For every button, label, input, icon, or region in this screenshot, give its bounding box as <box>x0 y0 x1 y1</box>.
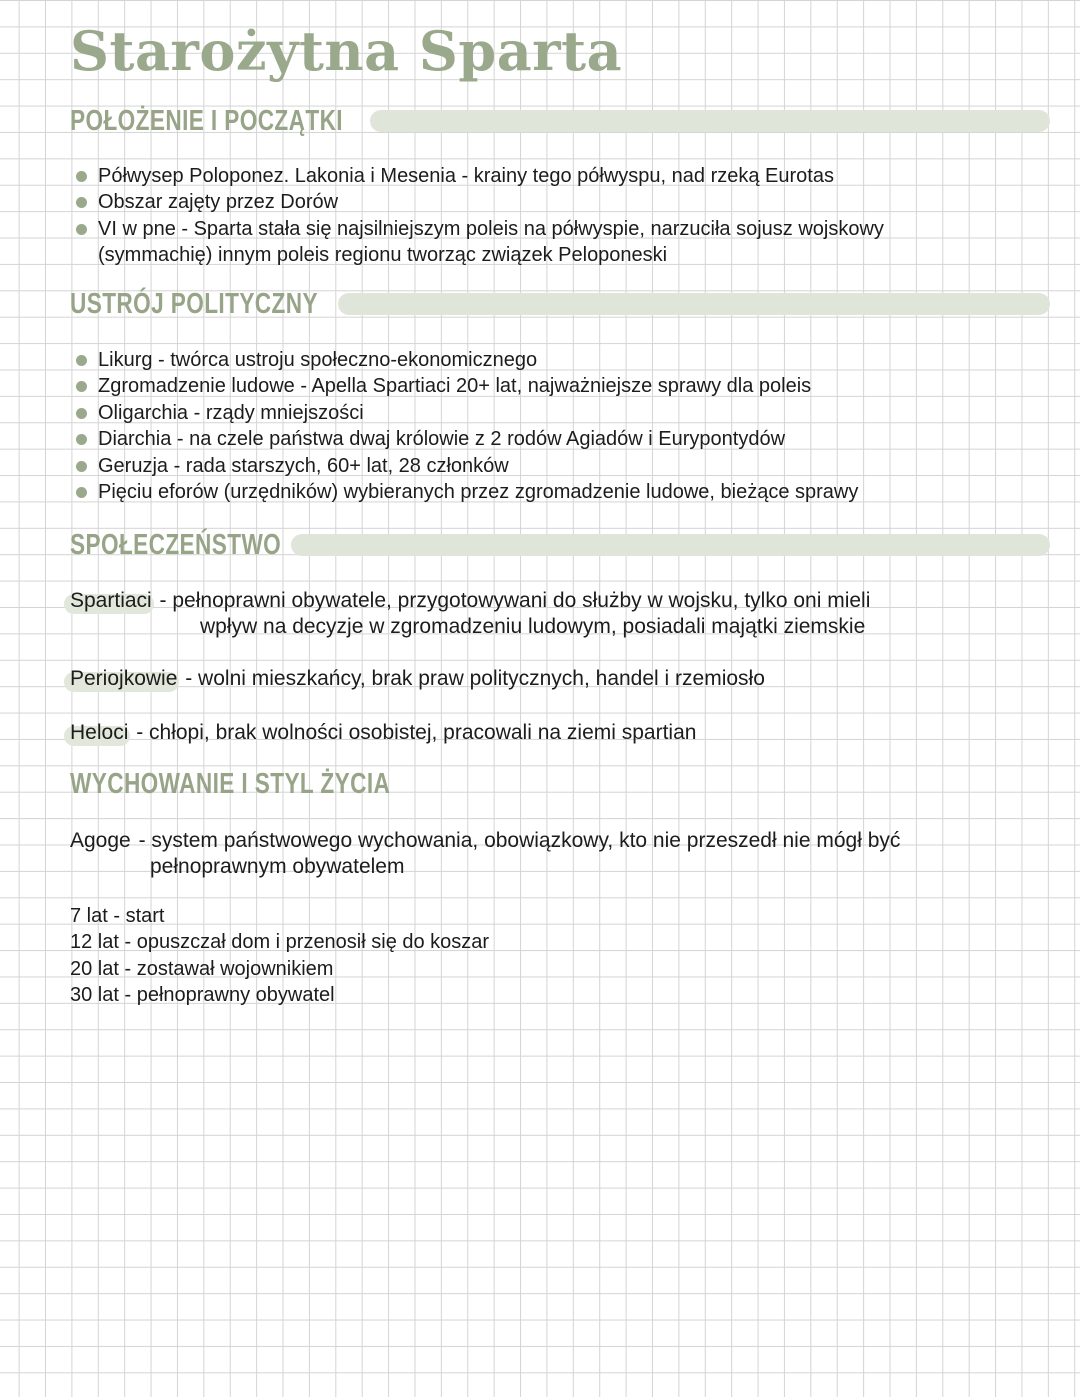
term-definition-continuation: wpływ na decyzje w zgromadzeniu ludowym, posiadali majątki ziemskie <box>200 615 866 638</box>
section-heading-ustroj <box>70 286 1050 322</box>
section-heading-polozenie <box>70 103 1050 139</box>
list-item: Geruzja - rada starszych, 60+ lat, 28 członków <box>74 453 858 479</box>
continuation-text: (symmachię) innym poleis regionu tworząc związek Peloponeski <box>98 244 668 267</box>
term-spartiaci <box>68 588 154 614</box>
group-heloci <box>68 720 1028 746</box>
section-heading-text: USTRÓJ POLITYCZNY <box>70 287 318 320</box>
list-item: Pięciu eforów (urzędników) wybieranych przez zgromadzenie ludowe, bieżące sprawy <box>74 479 858 505</box>
age-stage: 12 lat - opuszczał dom i przenosił się do koszar <box>70 931 490 954</box>
group-agoge <box>68 828 1028 880</box>
term-definition-continuation: pełnoprawnym obywatelem <box>150 855 405 878</box>
list-item: Diarchia - na czele państwa dwaj królowie z 2 rodów Agiadów i Eurypontydów <box>74 426 858 452</box>
age-stage: 7 lat - start <box>70 905 165 927</box>
section-heading-text: SPOŁECZEŃSTWO <box>70 528 282 561</box>
term-text: Agoge <box>70 829 131 852</box>
list-item: VI w pne - Sparta stała się najsilniejszym poleis na półwyspie, narzuciła sojusz wojskowy <box>74 216 884 242</box>
heading-highlight-bar <box>370 110 1050 132</box>
heading-highlight-bar <box>291 534 1050 556</box>
list-item: Likurg - twórca ustroju społeczno-ekonomicznego <box>74 347 858 373</box>
list-item: Obszar zajęty przez Dorów <box>74 189 884 215</box>
term-definition: - wolni mieszkańcy, brak praw politycznych, handel i rzemiosło <box>185 667 765 690</box>
list-item-continuation <box>74 242 884 268</box>
age-stage: 20 lat - zostawał wojownikiem <box>70 957 334 980</box>
ustroj-list <box>74 347 858 505</box>
term-periojkowie <box>68 666 179 692</box>
heading-highlight-bar <box>338 293 1050 315</box>
term-definition: - pełnoprawni obywatele, przygotowywani do służby w wojsku, tylko oni mieli <box>159 589 871 612</box>
age-stage: 30 lat - pełnoprawny obywatel <box>70 984 335 1007</box>
section-heading-text: WYCHOWANIE I STYL ŻYCIA <box>70 767 391 800</box>
term-text: Periojkowie <box>70 667 178 690</box>
list-item: Półwysep Poloponez. Lakonia i Mesenia - krainy tego półwyspu, nad rzeką Eurotas <box>74 163 884 189</box>
term-definition: - system państwowego wychowania, obowiązkowy, kto nie przeszedł nie mógł być <box>138 829 901 852</box>
term-text: Spartiaci <box>70 589 152 612</box>
term-agoge <box>68 828 133 854</box>
polozenie-list <box>74 163 884 269</box>
list-item: Zgromadzenie ludowe - Apella Spartiaci 20+ lat, najważniejsze sprawy dla poleis <box>74 373 858 399</box>
list-item: Oligarchia - rządy mniejszości <box>74 400 858 426</box>
age-stages-list <box>70 903 489 1009</box>
term-text: Heloci <box>70 721 129 744</box>
term-heloci <box>68 720 130 746</box>
section-heading-spoleczenstwo <box>70 527 1050 563</box>
section-heading-text: POŁOŻENIE I POCZĄTKI <box>70 104 343 137</box>
page-title: Starożytna Sparta <box>70 19 623 83</box>
group-periojkowie <box>68 666 1028 692</box>
term-definition: - chłopi, brak wolności osobistej, pracowali na ziemi spartian <box>136 721 697 744</box>
section-heading-wychowanie <box>70 766 421 802</box>
group-spartiaci <box>68 588 1028 640</box>
